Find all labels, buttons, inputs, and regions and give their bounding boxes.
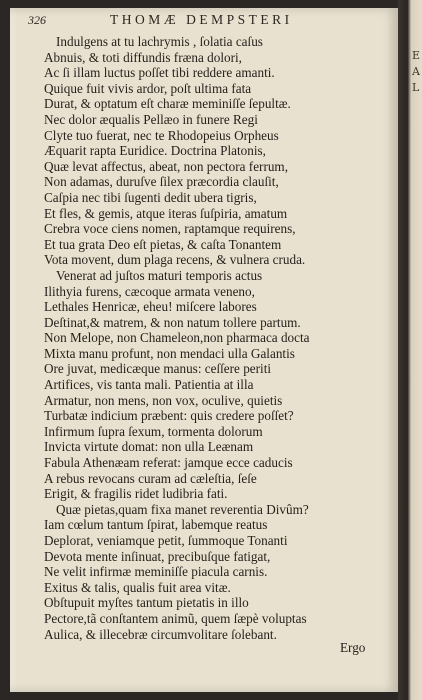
verse-line: Vota movent, dum plaga recens, & vulnera cruda. [44, 252, 306, 268]
verse-line: Exitus & talis, qualis fuit area vitæ. [44, 579, 231, 595]
verse-line: Et fles, & gemis, atque iteras ſuſpiria, amatum [44, 205, 288, 221]
verse-line: Quæ pietas,quam fixa manet reverentia Divûm? [56, 501, 309, 517]
verse-line: Mixta manu profunt, non mendaci ulla Galantis [44, 345, 295, 361]
verse-line: A rebus revocans curam ad cæleſtia, ſeſe [44, 470, 257, 486]
verse-line: Ac ſi illam luctus poſſet tibi reddere amanti. [44, 65, 275, 81]
verse-line: Infirmum ſupra ſexum, tormenta dolorum [44, 423, 263, 439]
verse-line: Turbatæ indicium præbent: quis credere poſſet? [44, 408, 294, 424]
verse-line: Indulgens at tu lachrymis , ſolatia caſus [56, 34, 263, 49]
verse-line: Non Melope, non Chameleon,non pharmaca docta [44, 330, 310, 346]
verse-line: Iam cœlum tantum ſpirat, labemque reatus [44, 517, 268, 533]
verse-line: Abnuis, & toti diffundis fræna dolori, [44, 49, 242, 65]
verse-line: Pectore,tã conſtantem animũ, quem ſæpè voluptas [44, 610, 307, 626]
next-page-edge [412, 48, 422, 96]
verse-line: Nec dolor æqualis Pellæo in funere Regi [44, 111, 258, 127]
verse-line: Durat, & optatum eſt charæ meminiſſe ſepultæ. [44, 96, 291, 112]
page-header [20, 12, 386, 30]
verse-line: Caſpia nec tibi ſugenti dedit ubera tigris, [44, 189, 257, 205]
verse-line: Crebra voce ciens nomen, raptamque requirens, [44, 221, 296, 237]
verse-line: Et tua grata Deo eſt pietas, & caſta Tonantem [44, 236, 282, 252]
verse-line: Lethales Henricæ, eheu! miſcere labores [44, 299, 257, 315]
verse-line: Venerat ad juſtos maturi temporis actus [56, 267, 263, 283]
next-page-letter: A [412, 65, 420, 78]
next-page-letter: E [412, 49, 421, 62]
verse-line: Aulica, & illecebræ circumvolitare ſolebant. [44, 626, 277, 642]
next-page-letter: L [412, 81, 420, 94]
verse-line: Ilithyia furens, cæcoque armata veneno, [44, 283, 255, 299]
verse-line: Clyte tuo fuerat, nec te Rhodopeius Orpheus [44, 127, 279, 143]
verse-line: Artifices, vis tanta mali. Patientia at illa [44, 377, 254, 393]
book-gutter [398, 0, 422, 700]
verse-line: Ne velit infirmæ meminiſſe piacula carnis. [44, 564, 268, 580]
verse-line: Deſtinat,& matrem, & non natum tollere partum. [44, 314, 301, 330]
verse-line: Quæ levat affectus, abeat, non pectora ferrum, [44, 158, 288, 174]
verse-line: Erigit, & fragilis ridet ludibria fati. [44, 486, 228, 502]
catchword: Ergo [340, 640, 366, 655]
verse-line: Armatur, non mens, non vox, oculive, quietis [44, 392, 283, 408]
verse-line: Æquarit rapta Euridice. Doctrina Platonis, [44, 143, 266, 159]
verse-line: Devota mente inſinuat, precibuſque fatigat, [44, 548, 271, 564]
verse-line: Non adamas, duruſve ſilex præcordia clauſit, [44, 174, 279, 190]
running-head: THOMÆ DEMPSTERI [110, 12, 293, 27]
verse-line: Fabula Athenæam referat: jamque ecce caducis [44, 455, 293, 471]
page-number: 326 [28, 13, 46, 27]
verse-line: Obſtupuit myſtes tantum pietatis in illo [44, 595, 249, 611]
verse-line: Quique fuit vivis ardor, poſt ultima fata [44, 80, 252, 96]
verse-line: Invicta virtute domat: non ulla Leænam [44, 439, 254, 455]
verse-line: Deplorat, veniamque petit, ſummoque Tonanti [44, 533, 288, 548]
verse-text [44, 34, 394, 642]
verse-line: Ore juvat, medicæque manus: ceſſere periti [44, 361, 272, 377]
